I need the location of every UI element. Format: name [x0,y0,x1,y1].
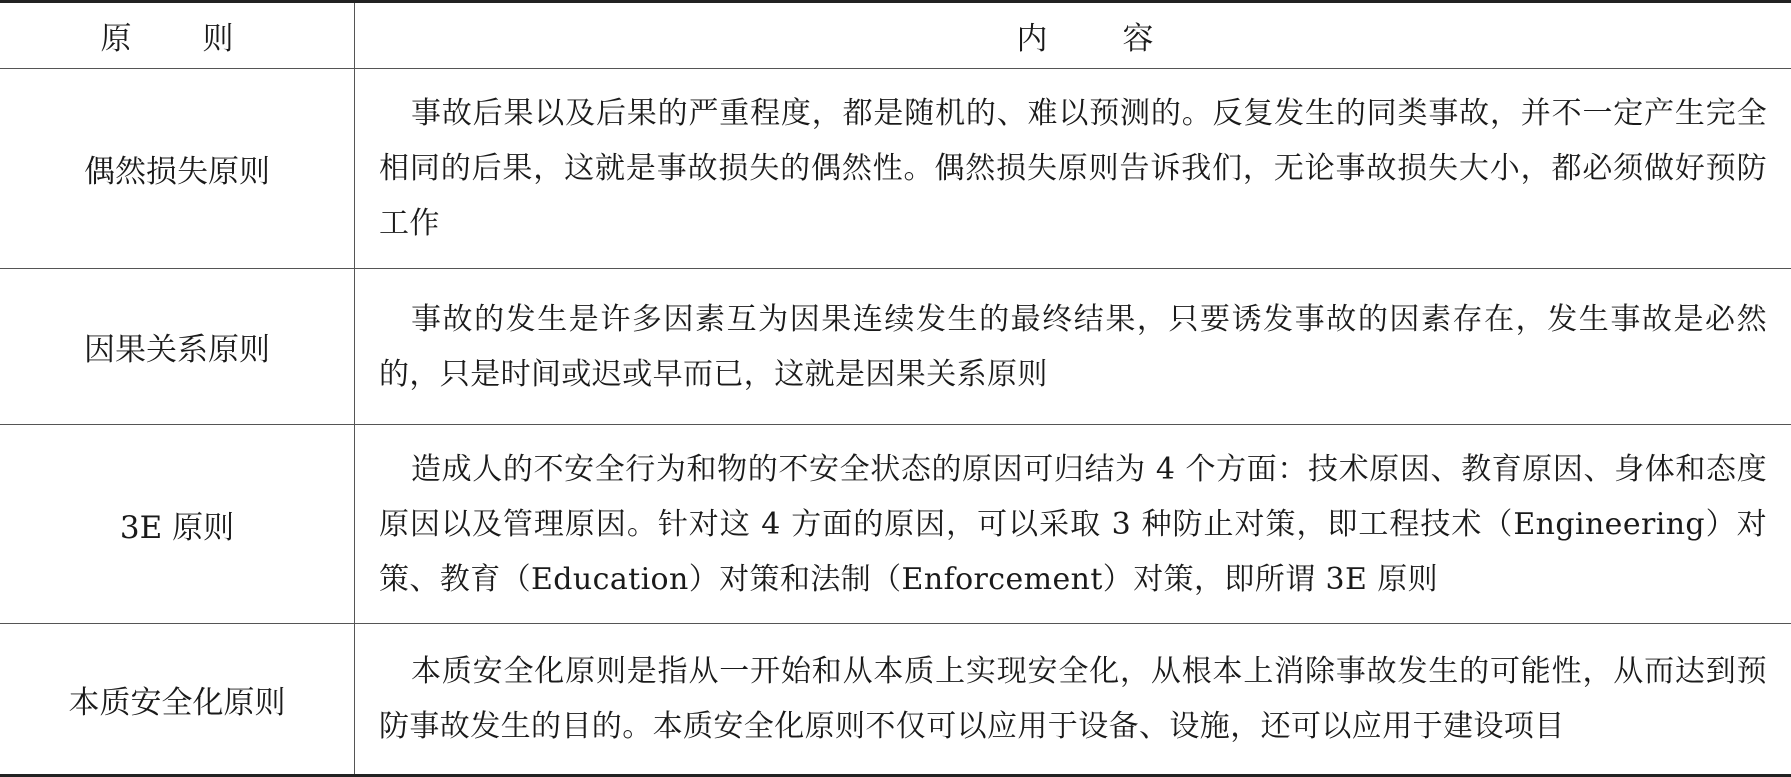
header-content-label: 内 容 [1016,21,1176,57]
principle-description: 事故后果以及后果的严重程度，都是随机的、难以预测的。反复发生的同类事故，并不一定产生完全相同的后果，这就是事故损失的偶然性。偶然损失原则告诉我们，无论事故损失大小，都必须做好预防工作 [379,96,1767,241]
principle-cell [0,425,355,623]
principle-cell [0,69,355,268]
table-row [0,69,1791,269]
table-header-row [0,3,1791,69]
principle-name: 3E 原则 [119,509,235,546]
table-row [0,425,1791,624]
principle-name: 因果关系原则 [84,332,270,368]
table-row [0,624,1791,774]
content-cell [355,624,1791,774]
header-principle-cell [0,3,355,68]
content-cell [355,425,1791,623]
content-cell [355,69,1791,268]
header-principle-label: 原 则 [100,21,254,57]
principle-description: 造成人的不安全行为和物的不安全状态的原因可归结为 4 个方面：技术原因、教育原因、身体和态度原因以及管理原因。针对这 4 方面的原因，可以采取 3 种防止对策，即工程技术（Engineering）对策、教育（Education）对策和法制（Enforcement）对策，即所谓 3E 原则 [379,451,1767,597]
principle-cell [0,624,355,774]
content-cell [355,269,1791,424]
principle-name: 本质安全化原则 [68,684,286,721]
principle-description: 事故的发生是许多因素互为因果连续发生的最终结果，只要诱发事故的因素存在，发生事故是必然的，只是时间或迟或早而已，这就是因果关系原则 [379,301,1767,392]
principle-cell [0,269,355,424]
principle-name: 偶然损失原则 [84,154,270,190]
header-content-cell [355,3,1791,68]
principle-description: 本质安全化原则是指从一开始和从本质上实现安全化，从根本上消除事故发生的可能性，从而达到预防事故发生的目的。本质安全化原则不仅可以应用于设备、设施，还可以应用于建设项目 [379,654,1767,744]
table-row [0,269,1791,425]
